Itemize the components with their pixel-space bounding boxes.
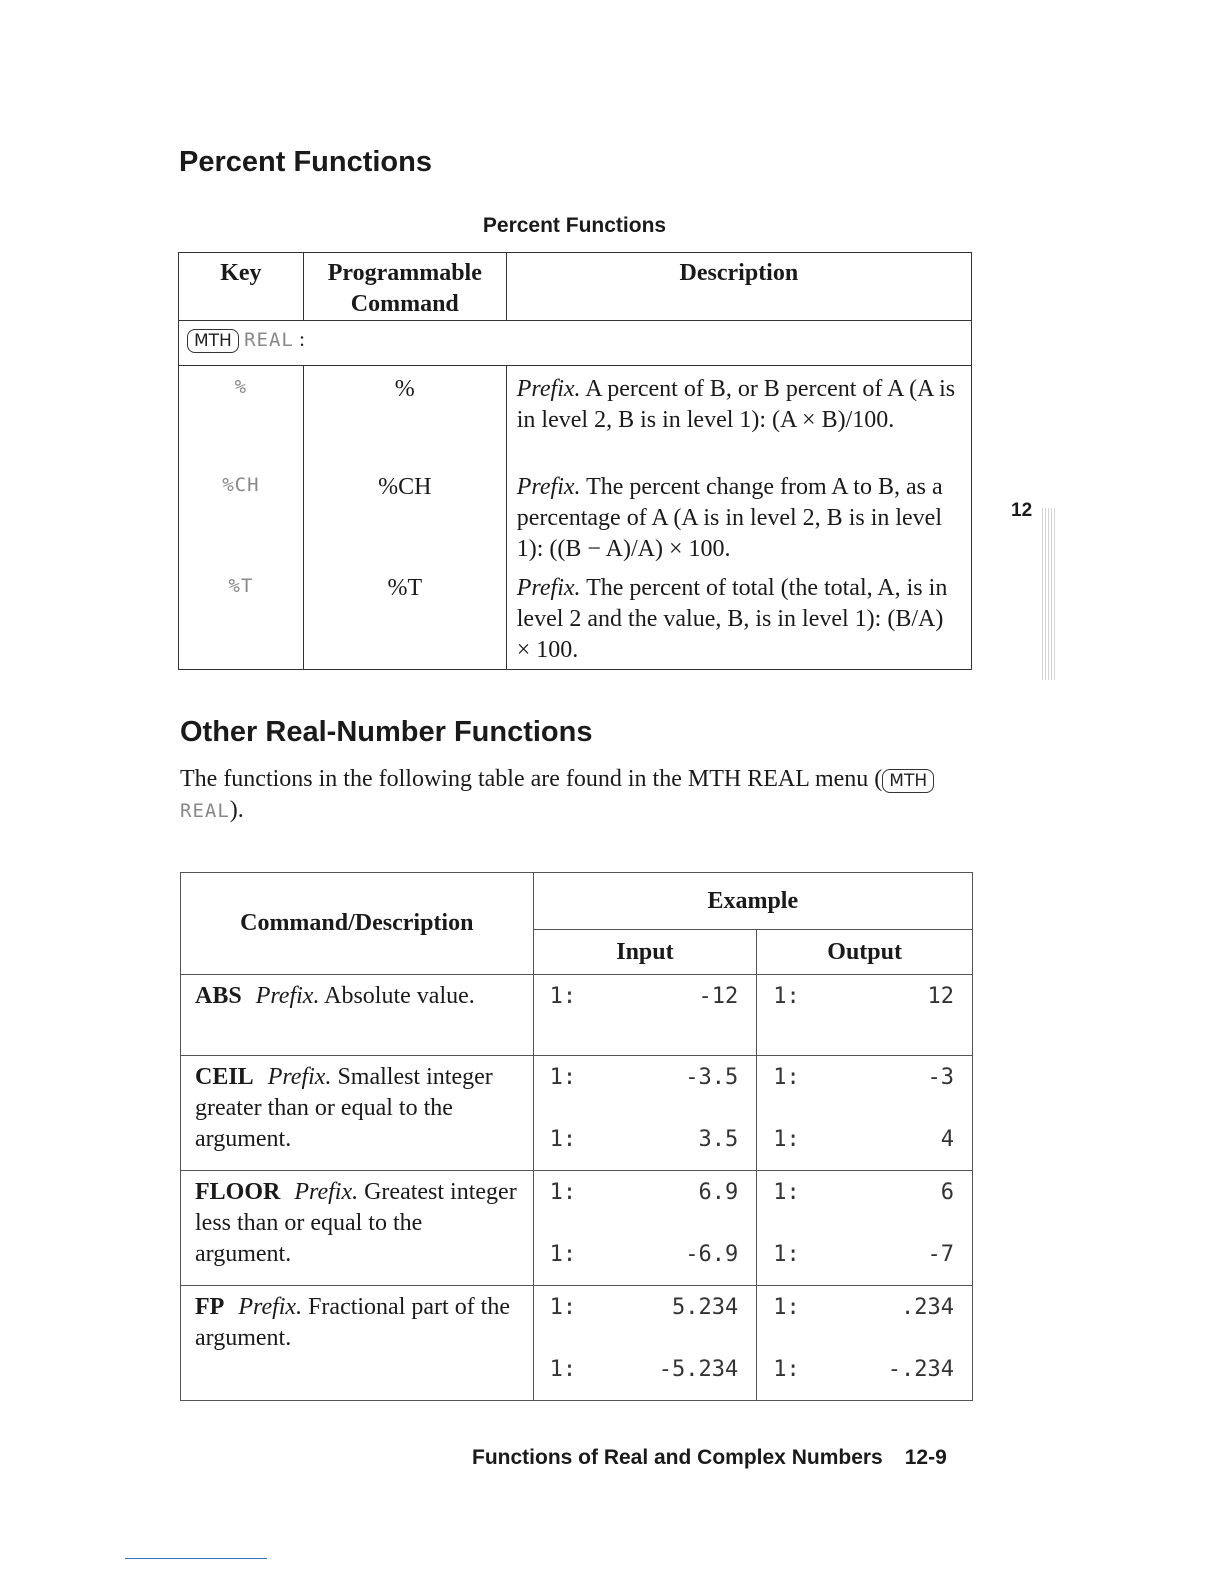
input-value: -5.234 (658, 1357, 739, 1382)
input-value: -6.9 (685, 1242, 739, 1267)
stack-level: 1: (549, 1065, 577, 1090)
input-cell (533, 1286, 757, 1401)
menu-path-row (179, 321, 972, 366)
stack-level: 1: (773, 1180, 800, 1205)
output-cell (757, 1171, 973, 1286)
description-text: A percent of B, or B percent of A (A is in level 2, B is in level 1): (A × B)/100. (516, 376, 956, 433)
table-row (181, 1056, 973, 1171)
description-text: Greatest integer less than or equal to the argument. (195, 1179, 517, 1267)
header-key: Key (179, 253, 304, 321)
percent-softkey: % (234, 376, 248, 398)
command-description-cell (181, 1056, 534, 1171)
command-cell: % (303, 366, 506, 465)
command-cell: %T (303, 565, 506, 670)
header-command: Programmable Command (303, 253, 506, 321)
input-cell (533, 1056, 757, 1171)
key-cell (179, 464, 304, 565)
section-title-other-real-number-functions: Other Real-Number Functions (180, 716, 593, 748)
input-value: 3.5 (698, 1127, 739, 1152)
real-softkey: REAL (180, 800, 230, 822)
description-text: The percent change from A to B, as a percentage of A (A is in level 2, B is in level 1): ((B − A)/A) × 100. (516, 474, 943, 562)
input-cell (533, 975, 757, 1056)
page-footer (472, 1446, 947, 1470)
command-cell: %CH (303, 464, 506, 565)
description-cell (506, 366, 971, 465)
prefix-label: Prefix. (294, 1179, 359, 1205)
input-value: -12 (698, 984, 739, 1009)
percent-functions-table (178, 252, 972, 670)
real-softkey: REAL (244, 329, 294, 351)
prefix-label: Prefix. (255, 983, 320, 1009)
stack-level: 1: (773, 1127, 800, 1152)
stack-level: 1: (773, 1295, 800, 1320)
command-name: CEIL (195, 1064, 254, 1090)
input-value: -3.5 (685, 1065, 739, 1090)
description-text: Smallest integer greater than or equal to the argument. (195, 1064, 493, 1152)
output-value: -3 (927, 1065, 954, 1090)
percent-change-softkey: %CH (222, 474, 260, 496)
output-value: .234 (901, 1295, 954, 1320)
header-command-description: Command/Description (181, 873, 534, 975)
stack-level: 1: (549, 1242, 577, 1267)
paragraph-end: ). (229, 797, 244, 823)
input-value: 5.234 (672, 1295, 739, 1320)
description-text: The percent of total (the total, A, is in level 2 and the value, B, is in level 1): (B/A) × 100. (516, 575, 948, 663)
key-cell (179, 366, 304, 465)
menu-colon: : (299, 327, 305, 351)
stack-level: 1: (549, 1127, 577, 1152)
stack-level: 1: (773, 984, 800, 1009)
menu-path-cell (179, 321, 972, 366)
output-value: 6 (940, 1180, 954, 1205)
description-text: Absolute value. (324, 983, 475, 1009)
prefix-label: Prefix. (516, 575, 581, 601)
stack-level: 1: (549, 1180, 577, 1205)
section-title-percent-functions: Percent Functions (179, 146, 432, 178)
header-example: Example (533, 873, 972, 930)
page-number: 12-9 (904, 1446, 947, 1469)
command-name: FLOOR (195, 1179, 281, 1205)
command-name: ABS (195, 983, 242, 1009)
footnote-rule (125, 1558, 267, 1559)
output-value: 12 (927, 984, 954, 1009)
command-name: FP (195, 1294, 225, 1320)
real-number-functions-table (180, 872, 973, 1401)
stack-level: 1: (773, 1065, 800, 1090)
table-header-row (179, 253, 972, 321)
mth-key: MTH (187, 329, 239, 353)
header-output: Output (757, 930, 973, 975)
header-input: Input (533, 930, 757, 975)
chapter-tab-bar (1042, 508, 1056, 680)
stack-level: 1: (773, 1242, 800, 1267)
output-value: -.234 (887, 1357, 954, 1382)
command-description-cell (181, 1286, 534, 1401)
command-description-cell (181, 975, 534, 1056)
intro-paragraph (180, 764, 940, 827)
output-value: -7 (927, 1242, 954, 1267)
output-cell (757, 1056, 973, 1171)
mth-key: MTH (882, 769, 934, 793)
table-caption: Percent Functions (482, 214, 667, 237)
percent-total-softkey: %T (228, 575, 254, 597)
input-cell (533, 1171, 757, 1286)
description-cell (506, 464, 971, 565)
table-row (181, 1171, 973, 1286)
command-description-cell (181, 1171, 534, 1286)
prefix-label: Prefix. (267, 1064, 332, 1090)
prefix-label: Prefix. (516, 474, 581, 500)
footer-title: Functions of Real and Complex Numbers (472, 1446, 883, 1469)
table-header-row (181, 873, 973, 930)
description-text: Fractional part of the argument. (195, 1294, 511, 1351)
chapter-tab-number: 12 (1011, 500, 1033, 521)
key-cell (179, 565, 304, 670)
output-value: 4 (940, 1127, 954, 1152)
table-row (179, 366, 972, 465)
input-value: 6.9 (698, 1180, 739, 1205)
stack-level: 1: (773, 1357, 800, 1382)
output-cell (757, 975, 973, 1056)
table-row (179, 565, 972, 670)
stack-level: 1: (549, 1295, 577, 1320)
paragraph-text: The functions in the following table are found in the MTH REAL menu ( (180, 766, 883, 792)
prefix-label: Prefix. (516, 376, 581, 402)
table-row (179, 464, 972, 565)
description-cell (506, 565, 971, 670)
header-description: Description (506, 253, 971, 321)
output-cell (757, 1286, 973, 1401)
stack-level: 1: (549, 1357, 577, 1382)
table-row (181, 975, 973, 1056)
stack-level: 1: (549, 984, 577, 1009)
table-row (181, 1286, 973, 1401)
prefix-label: Prefix. (238, 1294, 303, 1320)
